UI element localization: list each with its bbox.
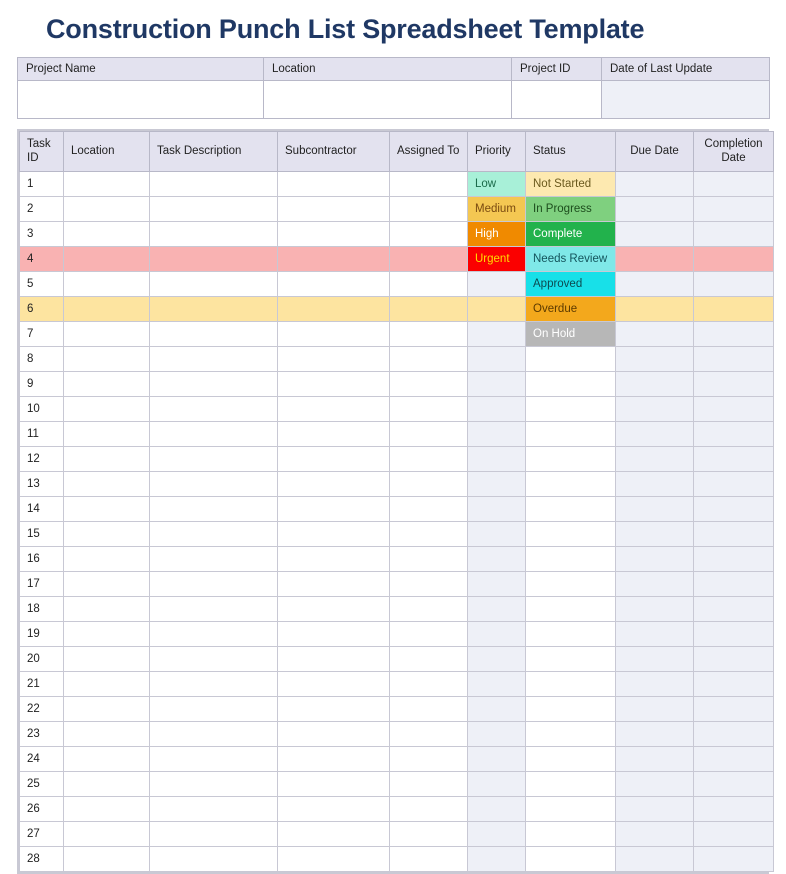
cell-subcontractor[interactable] bbox=[278, 672, 390, 697]
cell-subcontractor[interactable] bbox=[278, 822, 390, 847]
cell-completion-date[interactable] bbox=[694, 822, 774, 847]
cell-priority[interactable] bbox=[468, 697, 526, 722]
cell-task-description[interactable] bbox=[150, 197, 278, 222]
cell-due-date[interactable] bbox=[616, 697, 694, 722]
cell-subcontractor[interactable] bbox=[278, 322, 390, 347]
cell-status[interactable] bbox=[526, 672, 616, 697]
page-title: Construction Punch List Spreadsheet Template bbox=[46, 14, 645, 44]
cell-assigned-to[interactable] bbox=[390, 222, 468, 247]
cell-task-description[interactable] bbox=[150, 472, 278, 497]
project-info-table bbox=[17, 57, 770, 119]
cell-priority[interactable] bbox=[468, 722, 526, 747]
cell-priority[interactable] bbox=[468, 322, 526, 347]
cell-task-id[interactable]: 9 bbox=[20, 372, 64, 397]
cell-assigned-to[interactable] bbox=[390, 722, 468, 747]
cell-completion-date[interactable] bbox=[694, 572, 774, 597]
cell-subcontractor[interactable] bbox=[278, 622, 390, 647]
cell-due-date[interactable] bbox=[616, 372, 694, 397]
cell-completion-date[interactable] bbox=[694, 322, 774, 347]
table-row bbox=[20, 497, 774, 522]
cell-priority[interactable]: High bbox=[468, 222, 526, 247]
cell-assigned-to[interactable] bbox=[390, 572, 468, 597]
cell-due-date[interactable] bbox=[616, 172, 694, 197]
cell-status[interactable]: Not Started bbox=[526, 172, 616, 197]
cell-subcontractor[interactable] bbox=[278, 647, 390, 672]
table-row bbox=[20, 597, 774, 622]
cell-assigned-to[interactable] bbox=[390, 422, 468, 447]
cell-subcontractor[interactable] bbox=[278, 547, 390, 572]
cell-completion-date[interactable] bbox=[694, 372, 774, 397]
cell-task-description[interactable] bbox=[150, 172, 278, 197]
project-info-header-location: Location bbox=[264, 58, 512, 81]
cell-task-id[interactable]: 17 bbox=[20, 572, 64, 597]
cell-status[interactable] bbox=[526, 347, 616, 372]
cell-location[interactable] bbox=[64, 672, 150, 697]
cell-due-date[interactable] bbox=[616, 772, 694, 797]
cell-priority[interactable] bbox=[468, 397, 526, 422]
project-info-field-project-name[interactable] bbox=[18, 81, 264, 119]
cell-due-date[interactable] bbox=[616, 447, 694, 472]
cell-location[interactable] bbox=[64, 222, 150, 247]
table-row bbox=[20, 672, 774, 697]
cell-task-description[interactable] bbox=[150, 222, 278, 247]
cell-priority[interactable] bbox=[468, 647, 526, 672]
cell-priority[interactable] bbox=[468, 572, 526, 597]
cell-location[interactable] bbox=[64, 797, 150, 822]
cell-location[interactable] bbox=[64, 647, 150, 672]
cell-status[interactable]: In Progress bbox=[526, 197, 616, 222]
cell-task-id[interactable]: 22 bbox=[20, 697, 64, 722]
cell-location[interactable] bbox=[64, 772, 150, 797]
cell-completion-date[interactable] bbox=[694, 622, 774, 647]
cell-due-date[interactable] bbox=[616, 797, 694, 822]
punch-list-table-wrapper bbox=[17, 129, 769, 874]
cell-task-id[interactable]: 24 bbox=[20, 747, 64, 772]
table-row bbox=[20, 222, 774, 247]
table-row bbox=[20, 797, 774, 822]
cell-status[interactable]: Overdue bbox=[526, 297, 616, 322]
cell-due-date[interactable] bbox=[616, 722, 694, 747]
cell-location[interactable] bbox=[64, 697, 150, 722]
table-row bbox=[20, 572, 774, 597]
cell-due-date[interactable] bbox=[616, 197, 694, 222]
cell-location[interactable] bbox=[64, 572, 150, 597]
cell-assigned-to[interactable] bbox=[390, 447, 468, 472]
table-row bbox=[20, 322, 774, 347]
cell-task-id[interactable]: 14 bbox=[20, 497, 64, 522]
column-header-status: Status bbox=[526, 132, 616, 172]
cell-priority[interactable] bbox=[468, 497, 526, 522]
cell-task-id[interactable]: 12 bbox=[20, 447, 64, 472]
cell-task-id[interactable]: 4 bbox=[20, 247, 64, 272]
cell-task-id[interactable]: 19 bbox=[20, 622, 64, 647]
cell-task-description[interactable] bbox=[150, 822, 278, 847]
project-info-field-project-id[interactable] bbox=[512, 81, 602, 119]
cell-task-id[interactable]: 26 bbox=[20, 797, 64, 822]
cell-task-description[interactable] bbox=[150, 497, 278, 522]
cell-subcontractor[interactable] bbox=[278, 472, 390, 497]
cell-location[interactable] bbox=[64, 822, 150, 847]
cell-task-id[interactable]: 18 bbox=[20, 597, 64, 622]
cell-task-description[interactable] bbox=[150, 322, 278, 347]
cell-status[interactable] bbox=[526, 547, 616, 572]
cell-subcontractor[interactable] bbox=[278, 722, 390, 747]
cell-assigned-to[interactable] bbox=[390, 247, 468, 272]
cell-due-date[interactable] bbox=[616, 647, 694, 672]
cell-task-id[interactable]: 27 bbox=[20, 822, 64, 847]
table-row bbox=[20, 722, 774, 747]
project-info-field-date-of-last-update[interactable] bbox=[602, 81, 770, 119]
cell-subcontractor[interactable] bbox=[278, 697, 390, 722]
cell-task-description[interactable] bbox=[150, 647, 278, 672]
table-row bbox=[20, 472, 774, 497]
cell-assigned-to[interactable] bbox=[390, 697, 468, 722]
cell-completion-date[interactable] bbox=[694, 222, 774, 247]
cell-location[interactable] bbox=[64, 322, 150, 347]
cell-completion-date[interactable] bbox=[694, 397, 774, 422]
cell-task-id[interactable]: 16 bbox=[20, 547, 64, 572]
cell-location[interactable] bbox=[64, 247, 150, 272]
cell-completion-date[interactable] bbox=[694, 547, 774, 572]
cell-completion-date[interactable] bbox=[694, 597, 774, 622]
cell-task-id[interactable]: 1 bbox=[20, 172, 64, 197]
cell-completion-date[interactable] bbox=[694, 522, 774, 547]
cell-subcontractor[interactable] bbox=[278, 197, 390, 222]
cell-completion-date[interactable] bbox=[694, 747, 774, 772]
cell-status[interactable] bbox=[526, 722, 616, 747]
cell-subcontractor[interactable] bbox=[278, 272, 390, 297]
cell-task-description[interactable] bbox=[150, 522, 278, 547]
cell-task-id[interactable]: 11 bbox=[20, 422, 64, 447]
cell-task-description[interactable] bbox=[150, 572, 278, 597]
punch-list-table bbox=[19, 131, 774, 872]
column-header-task-description: Task Description bbox=[150, 132, 278, 172]
cell-due-date[interactable] bbox=[616, 497, 694, 522]
cell-status[interactable] bbox=[526, 372, 616, 397]
cell-status[interactable] bbox=[526, 397, 616, 422]
cell-priority[interactable] bbox=[468, 772, 526, 797]
cell-status[interactable]: Needs Review bbox=[526, 247, 616, 272]
cell-task-description[interactable] bbox=[150, 772, 278, 797]
column-header-due-date: Due Date bbox=[616, 132, 694, 172]
cell-location[interactable] bbox=[64, 297, 150, 322]
cell-due-date[interactable] bbox=[616, 297, 694, 322]
cell-due-date[interactable] bbox=[616, 322, 694, 347]
cell-priority[interactable] bbox=[468, 447, 526, 472]
cell-task-description[interactable] bbox=[150, 672, 278, 697]
cell-subcontractor[interactable] bbox=[278, 497, 390, 522]
cell-task-description[interactable] bbox=[150, 447, 278, 472]
cell-priority[interactable] bbox=[468, 747, 526, 772]
cell-priority[interactable] bbox=[468, 672, 526, 697]
cell-completion-date[interactable] bbox=[694, 422, 774, 447]
table-row bbox=[20, 272, 774, 297]
cell-completion-date[interactable] bbox=[694, 497, 774, 522]
table-row bbox=[20, 172, 774, 197]
project-info-field-location[interactable] bbox=[264, 81, 512, 119]
punch-list-body bbox=[20, 172, 774, 872]
cell-location[interactable] bbox=[64, 597, 150, 622]
cell-assigned-to[interactable] bbox=[390, 322, 468, 347]
cell-location[interactable] bbox=[64, 472, 150, 497]
column-header-location: Location bbox=[64, 132, 150, 172]
cell-task-description[interactable] bbox=[150, 747, 278, 772]
cell-due-date[interactable] bbox=[616, 597, 694, 622]
punch-list-header-row bbox=[20, 132, 774, 172]
cell-priority[interactable] bbox=[468, 297, 526, 322]
cell-task-description[interactable] bbox=[150, 697, 278, 722]
cell-assigned-to[interactable] bbox=[390, 272, 468, 297]
cell-task-id[interactable]: 23 bbox=[20, 722, 64, 747]
cell-task-id[interactable]: 13 bbox=[20, 472, 64, 497]
cell-priority[interactable] bbox=[468, 372, 526, 397]
cell-task-id[interactable]: 28 bbox=[20, 847, 64, 872]
cell-location[interactable] bbox=[64, 747, 150, 772]
cell-subcontractor[interactable] bbox=[278, 372, 390, 397]
cell-due-date[interactable] bbox=[616, 397, 694, 422]
cell-due-date[interactable] bbox=[616, 547, 694, 572]
cell-status[interactable] bbox=[526, 822, 616, 847]
table-row bbox=[20, 622, 774, 647]
cell-location[interactable] bbox=[64, 497, 150, 522]
cell-status[interactable] bbox=[526, 697, 616, 722]
cell-due-date[interactable] bbox=[616, 272, 694, 297]
table-row bbox=[20, 447, 774, 472]
cell-completion-date[interactable] bbox=[694, 472, 774, 497]
cell-location[interactable] bbox=[64, 347, 150, 372]
cell-location[interactable] bbox=[64, 447, 150, 472]
table-row bbox=[20, 197, 774, 222]
cell-subcontractor[interactable] bbox=[278, 797, 390, 822]
cell-status[interactable] bbox=[526, 597, 616, 622]
table-row bbox=[20, 647, 774, 672]
cell-task-id[interactable]: 15 bbox=[20, 522, 64, 547]
cell-subcontractor[interactable] bbox=[278, 247, 390, 272]
project-info-header-row bbox=[18, 58, 770, 81]
cell-status[interactable] bbox=[526, 772, 616, 797]
cell-due-date[interactable] bbox=[616, 822, 694, 847]
cell-task-id[interactable]: 20 bbox=[20, 647, 64, 672]
cell-status[interactable] bbox=[526, 622, 616, 647]
cell-location[interactable] bbox=[64, 522, 150, 547]
table-row bbox=[20, 697, 774, 722]
cell-status[interactable] bbox=[526, 447, 616, 472]
cell-due-date[interactable] bbox=[616, 747, 694, 772]
cell-subcontractor[interactable] bbox=[278, 597, 390, 622]
cell-task-description[interactable] bbox=[150, 597, 278, 622]
cell-completion-date[interactable] bbox=[694, 297, 774, 322]
cell-completion-date[interactable] bbox=[694, 647, 774, 672]
cell-task-description[interactable] bbox=[150, 397, 278, 422]
cell-location[interactable] bbox=[64, 272, 150, 297]
cell-priority[interactable] bbox=[468, 547, 526, 572]
cell-due-date[interactable] bbox=[616, 622, 694, 647]
cell-location[interactable] bbox=[64, 197, 150, 222]
cell-priority[interactable]: Urgent bbox=[468, 247, 526, 272]
cell-completion-date[interactable] bbox=[694, 172, 774, 197]
table-row bbox=[20, 747, 774, 772]
cell-assigned-to[interactable] bbox=[390, 747, 468, 772]
column-header-assigned-to: Assigned To bbox=[390, 132, 468, 172]
cell-status[interactable] bbox=[526, 647, 616, 672]
column-header-task-id: Task ID bbox=[20, 132, 64, 172]
cell-task-description[interactable] bbox=[150, 372, 278, 397]
column-header-subcontractor: Subcontractor bbox=[278, 132, 390, 172]
cell-completion-date[interactable] bbox=[694, 447, 774, 472]
cell-task-id[interactable]: 5 bbox=[20, 272, 64, 297]
cell-due-date[interactable] bbox=[616, 472, 694, 497]
table-row bbox=[20, 822, 774, 847]
cell-priority[interactable] bbox=[468, 522, 526, 547]
cell-due-date[interactable] bbox=[616, 347, 694, 372]
table-row bbox=[20, 247, 774, 272]
cell-task-description[interactable] bbox=[150, 272, 278, 297]
cell-assigned-to[interactable] bbox=[390, 472, 468, 497]
cell-subcontractor[interactable] bbox=[278, 347, 390, 372]
cell-subcontractor[interactable] bbox=[278, 222, 390, 247]
cell-priority[interactable] bbox=[468, 422, 526, 447]
cell-priority[interactable] bbox=[468, 347, 526, 372]
cell-due-date[interactable] bbox=[616, 672, 694, 697]
cell-completion-date[interactable] bbox=[694, 697, 774, 722]
cell-location[interactable] bbox=[64, 422, 150, 447]
cell-assigned-to[interactable] bbox=[390, 797, 468, 822]
cell-task-description[interactable] bbox=[150, 622, 278, 647]
cell-task-id[interactable]: 25 bbox=[20, 772, 64, 797]
cell-assigned-to[interactable] bbox=[390, 822, 468, 847]
cell-due-date[interactable] bbox=[616, 522, 694, 547]
project-info-value-row bbox=[18, 81, 770, 119]
cell-status[interactable]: On Hold bbox=[526, 322, 616, 347]
column-header-completion-date: Completion Date bbox=[694, 132, 774, 172]
cell-task-description[interactable] bbox=[150, 422, 278, 447]
cell-assigned-to[interactable] bbox=[390, 372, 468, 397]
cell-task-description[interactable] bbox=[150, 297, 278, 322]
cell-status[interactable] bbox=[526, 497, 616, 522]
cell-assigned-to[interactable] bbox=[390, 397, 468, 422]
cell-priority[interactable] bbox=[468, 272, 526, 297]
cell-priority[interactable] bbox=[468, 622, 526, 647]
cell-subcontractor[interactable] bbox=[278, 397, 390, 422]
cell-due-date[interactable] bbox=[616, 222, 694, 247]
cell-subcontractor[interactable] bbox=[278, 747, 390, 772]
cell-completion-date[interactable] bbox=[694, 272, 774, 297]
cell-task-id[interactable]: 7 bbox=[20, 322, 64, 347]
cell-location[interactable] bbox=[64, 622, 150, 647]
cell-task-id[interactable]: 3 bbox=[20, 222, 64, 247]
cell-subcontractor[interactable] bbox=[278, 297, 390, 322]
cell-assigned-to[interactable] bbox=[390, 672, 468, 697]
cell-status[interactable] bbox=[526, 472, 616, 497]
cell-subcontractor[interactable] bbox=[278, 772, 390, 797]
cell-status[interactable]: Approved bbox=[526, 272, 616, 297]
cell-completion-date[interactable] bbox=[694, 247, 774, 272]
cell-task-id[interactable]: 6 bbox=[20, 297, 64, 322]
table-row bbox=[20, 772, 774, 797]
cell-task-description[interactable] bbox=[150, 547, 278, 572]
cell-completion-date[interactable] bbox=[694, 347, 774, 372]
cell-subcontractor[interactable] bbox=[278, 522, 390, 547]
project-info-header-project-id: Project ID bbox=[512, 58, 602, 81]
cell-subcontractor[interactable] bbox=[278, 572, 390, 597]
cell-completion-date[interactable] bbox=[694, 797, 774, 822]
table-row bbox=[20, 397, 774, 422]
cell-assigned-to[interactable] bbox=[390, 172, 468, 197]
cell-assigned-to[interactable] bbox=[390, 297, 468, 322]
cell-location[interactable] bbox=[64, 372, 150, 397]
cell-assigned-to[interactable] bbox=[390, 197, 468, 222]
cell-task-description[interactable] bbox=[150, 797, 278, 822]
table-row bbox=[20, 347, 774, 372]
cell-assigned-to[interactable] bbox=[390, 597, 468, 622]
project-info-header-project-name: Project Name bbox=[18, 58, 264, 81]
column-header-priority: Priority bbox=[468, 132, 526, 172]
cell-due-date[interactable] bbox=[616, 247, 694, 272]
cell-subcontractor[interactable] bbox=[278, 422, 390, 447]
cell-task-id[interactable]: 10 bbox=[20, 397, 64, 422]
cell-status[interactable] bbox=[526, 572, 616, 597]
cell-subcontractor[interactable] bbox=[278, 447, 390, 472]
cell-assigned-to[interactable] bbox=[390, 522, 468, 547]
cell-assigned-to[interactable] bbox=[390, 622, 468, 647]
cell-location[interactable] bbox=[64, 547, 150, 572]
table-row bbox=[20, 547, 774, 572]
cell-priority[interactable] bbox=[468, 597, 526, 622]
table-row bbox=[20, 422, 774, 447]
cell-status[interactable] bbox=[526, 522, 616, 547]
table-row bbox=[20, 522, 774, 547]
cell-priority[interactable]: Low bbox=[468, 172, 526, 197]
cell-task-id[interactable]: 8 bbox=[20, 347, 64, 372]
cell-priority[interactable] bbox=[468, 822, 526, 847]
cell-status[interactable] bbox=[526, 797, 616, 822]
cell-completion-date[interactable] bbox=[694, 772, 774, 797]
cell-completion-date[interactable] bbox=[694, 722, 774, 747]
cell-assigned-to[interactable] bbox=[390, 497, 468, 522]
cell-priority[interactable] bbox=[468, 797, 526, 822]
cell-location[interactable] bbox=[64, 397, 150, 422]
cell-assigned-to[interactable] bbox=[390, 772, 468, 797]
cell-location[interactable] bbox=[64, 722, 150, 747]
cell-assigned-to[interactable] bbox=[390, 547, 468, 572]
table-row bbox=[20, 372, 774, 397]
cell-assigned-to[interactable] bbox=[390, 647, 468, 672]
cell-location[interactable] bbox=[64, 172, 150, 197]
cell-completion-date[interactable] bbox=[694, 197, 774, 222]
table-row bbox=[20, 297, 774, 322]
cell-task-description[interactable] bbox=[150, 347, 278, 372]
cell-status[interactable]: Complete bbox=[526, 222, 616, 247]
cell-task-description[interactable] bbox=[150, 722, 278, 747]
cell-completion-date[interactable] bbox=[694, 672, 774, 697]
project-info-header-date-of-last-update: Date of Last Update bbox=[602, 58, 770, 81]
cell-due-date[interactable] bbox=[616, 422, 694, 447]
cell-status[interactable] bbox=[526, 747, 616, 772]
cell-due-date[interactable] bbox=[616, 572, 694, 597]
cell-priority[interactable]: Medium bbox=[468, 197, 526, 222]
cell-priority[interactable] bbox=[468, 472, 526, 497]
cell-status[interactable] bbox=[526, 422, 616, 447]
cell-task-description[interactable] bbox=[150, 247, 278, 272]
cell-assigned-to[interactable] bbox=[390, 347, 468, 372]
cell-task-id[interactable]: 2 bbox=[20, 197, 64, 222]
cell-task-id[interactable]: 21 bbox=[20, 672, 64, 697]
cell-subcontractor[interactable] bbox=[278, 172, 390, 197]
